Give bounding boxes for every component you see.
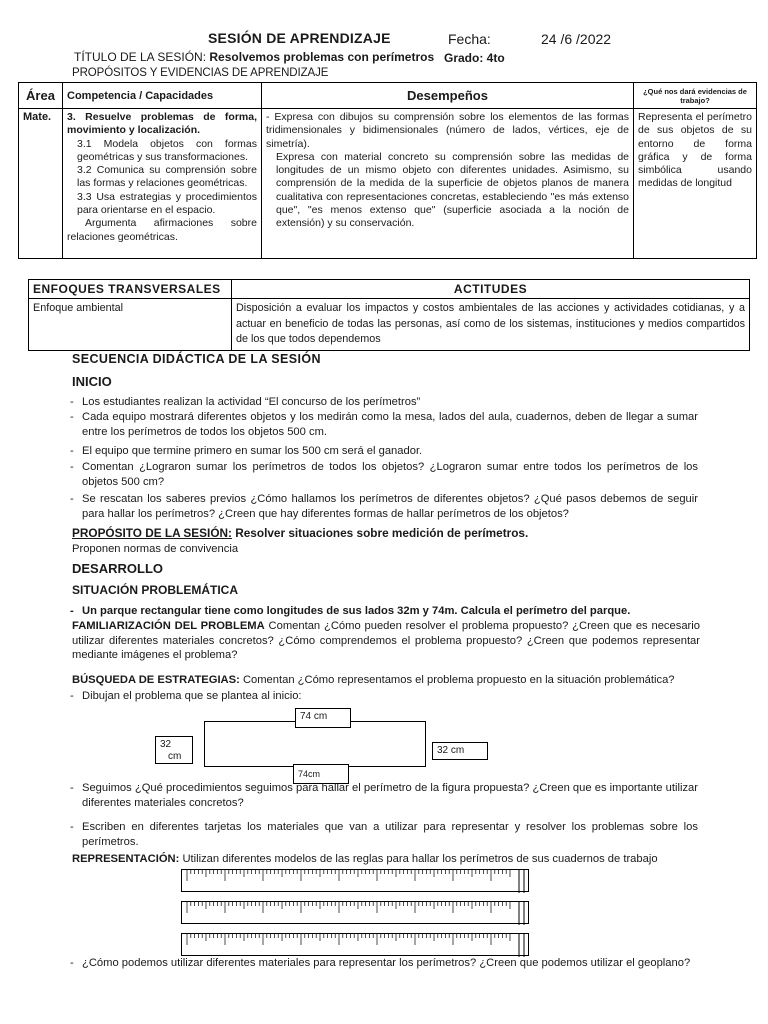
th-evidencias: ¿Qué nos dará evidencias de trabajo?: [634, 83, 757, 109]
ruler-illustration: [181, 901, 529, 924]
cell-desempenos: [262, 109, 634, 259]
th-desempenos: Desempeños: [262, 83, 634, 109]
session-purpose: [72, 526, 528, 541]
list-item: - El equipo que termine primero en sumar los 500 cm será el ganador.: [70, 445, 423, 457]
representacion-label: REPRESENTACIÓN:: [72, 853, 180, 865]
label-top: 74 cm: [295, 708, 351, 728]
cell-area: Mate.: [19, 109, 63, 259]
desempeno-2: Expresa con material concreto su comprensión sobre las medidas de longitudes de un mismo objeto con diferentes unidades. Asimismo, su comprensión de la medida de la superficie de objetos planos de manera cualitativa con representaciones concretas, estableciendo "es más extenso que", "es menos extenso que" (superficie asociada a la noción de extensión) y su conservación.: [276, 150, 629, 230]
grade-label: Grado: 4to: [444, 51, 505, 65]
purpose-label: PROPÓSITO DE LA SESIÓN:: [72, 526, 232, 540]
capacidad-item: 3.2 Comunica su comprensión sobre las formas y relaciones geométricas.: [77, 164, 257, 190]
representacion-text: Utilizan diferentes modelos de las reglas para hallar los perímetros de sus cuadernos de trabajo: [182, 853, 658, 865]
session-title-value: Resolvemos problemas con perímetros: [209, 50, 435, 64]
th-actitudes: ACTITUDES: [232, 280, 750, 299]
label-left: 32 cm: [155, 736, 193, 764]
purposes-heading: PROPÓSITOS Y EVIDENCIAS DE APRENDIZAJE: [72, 67, 329, 79]
sequence-heading: SECUENCIA DIDÁCTICA DE LA SESIÓN: [72, 352, 321, 366]
date-value: 24 /6 /2022: [541, 31, 612, 47]
familiarizacion-label: FAMILIARIZACIÓN DEL PROBLEMA: [72, 620, 265, 632]
th-competencia: Competencia / Capacidades: [63, 83, 262, 109]
list-item: - Se rescatan los saberes previos ¿Cómo hallamos los perímetros de diferentes objetos? ¿Qué pasos debemos de seguir para hallar los perímetros? ¿Creen que hay diferentes formas de hallar perímetros de los objetos?: [70, 493, 698, 520]
approaches-table: [28, 279, 750, 351]
busqueda-label: BÚSQUEDA DE ESTRATEGIAS:: [72, 674, 240, 686]
capacidad-item: Argumenta afirmaciones sobre relaciones geométricas.: [67, 217, 257, 243]
capacidad-item: 3.1 Modela objetos con formas geométricas y sus transformaciones.: [77, 137, 257, 163]
capacidad-item: 3.3 Usa estrategias y procedimientos para orientarse en el espacio.: [77, 190, 257, 217]
cell-evidencias: Representa el perímetro de sus objetos de su entorno de forma gráfica y de forma simbólica usando medidas de longitud: [634, 109, 757, 259]
busqueda-block: [72, 673, 712, 688]
list-item: - Comentan ¿Lograron sumar los perímetros de todos los objetos? ¿Lograron sumar entre todos los perímetros de los objetos 500 cm?: [70, 461, 698, 488]
purpose-value: Resolver situaciones sobre medición de perímetros.: [235, 526, 529, 540]
label-bottom: 74cm: [293, 764, 349, 784]
competencies-table: [18, 82, 757, 259]
list-item: - ¿Cómo podemos utilizar diferentes materiales para representar los perímetros? ¿Creen que podemos utilizar el geoplano?: [70, 957, 691, 969]
cell-competencia: [63, 109, 262, 259]
list-item: - Seguimos ¿Qué procedimientos seguimos para hallar el perímetro de la figura propuesta? ¿Creen que es importante utilizar diferentes materiales concretos?: [70, 782, 698, 809]
representacion-block: [72, 852, 658, 867]
familiarizacion-block: [72, 619, 700, 663]
competencia-title: 3. Resuelve problemas de forma, movimiento y localización.: [67, 111, 257, 137]
th-enfoques: ENFOQUES TRANSVERSALES: [29, 280, 232, 299]
desarrollo-heading: DESARROLLO: [72, 561, 163, 576]
inicio-heading: INICIO: [72, 374, 112, 389]
date-label: Fecha:: [448, 31, 491, 47]
list-item: - Cada equipo mostrará diferentes objetos y los medirán como la mesa, lados del aula, cuadernos, deben de llegar a sumar entre los perímetros de todos los objetos 500 cm.: [70, 411, 698, 438]
list-item: - Escriben en diferentes tarjetas los materiales que van a utilizar para representar y resolver los problemas sobre los perímetros.: [70, 821, 698, 848]
list-item: - Los estudiantes realizan la actividad “El concurso de los perímetros”: [70, 396, 421, 408]
cell-actitud: Disposición a evaluar los impactos y costos ambientales de las acciones y actividades cotidianas, y a actuar en beneficio de todas las personas, así como de los sistemas, instituciones y medios compartidos de los que todos dependemos: [232, 299, 750, 351]
cell-enfoque: Enfoque ambiental: [29, 299, 232, 351]
desempeno-1: - Expresa con dibujos su comprensión sobre los elementos de las formas tridimensionales y bidimensionales (número de lados, vértices, eje de simetría).: [266, 111, 629, 150]
ruler-illustration: [181, 869, 529, 892]
label-right: 32 cm: [432, 742, 488, 760]
norms-text: Proponen normas de convivencia: [72, 543, 239, 555]
situacion-heading: SITUACIÓN PROBLEMÁTICA: [72, 583, 238, 597]
page-title: SESIÓN DE APRENDIZAJE: [208, 30, 391, 46]
busqueda-text: Comentan ¿Cómo representamos el problema propuesto en la situación problemática?: [242, 674, 675, 686]
problem-statement: - Un parque rectangular tiene como longitudes de sus lados 32m y 74m. Calcula el perímetro del parque.: [70, 605, 631, 617]
session-title-line: [74, 50, 434, 64]
ruler-illustration: [181, 933, 529, 956]
list-item: - Dibujan el problema que se plantea al inicio:: [70, 690, 302, 702]
th-area: Área: [19, 83, 63, 109]
session-title-label: TÍTULO DE LA SESIÓN:: [74, 50, 207, 64]
familiarizacion-text: Comentan ¿Cómo pueden resolver el problema propuesto? ¿Creen que es necesario utilizar diferentes materiales concretos? ¿Cómo comprendemos el problema propuesto? ¿Creen que podemos representar mediante imágenes el problema?: [72, 620, 700, 661]
